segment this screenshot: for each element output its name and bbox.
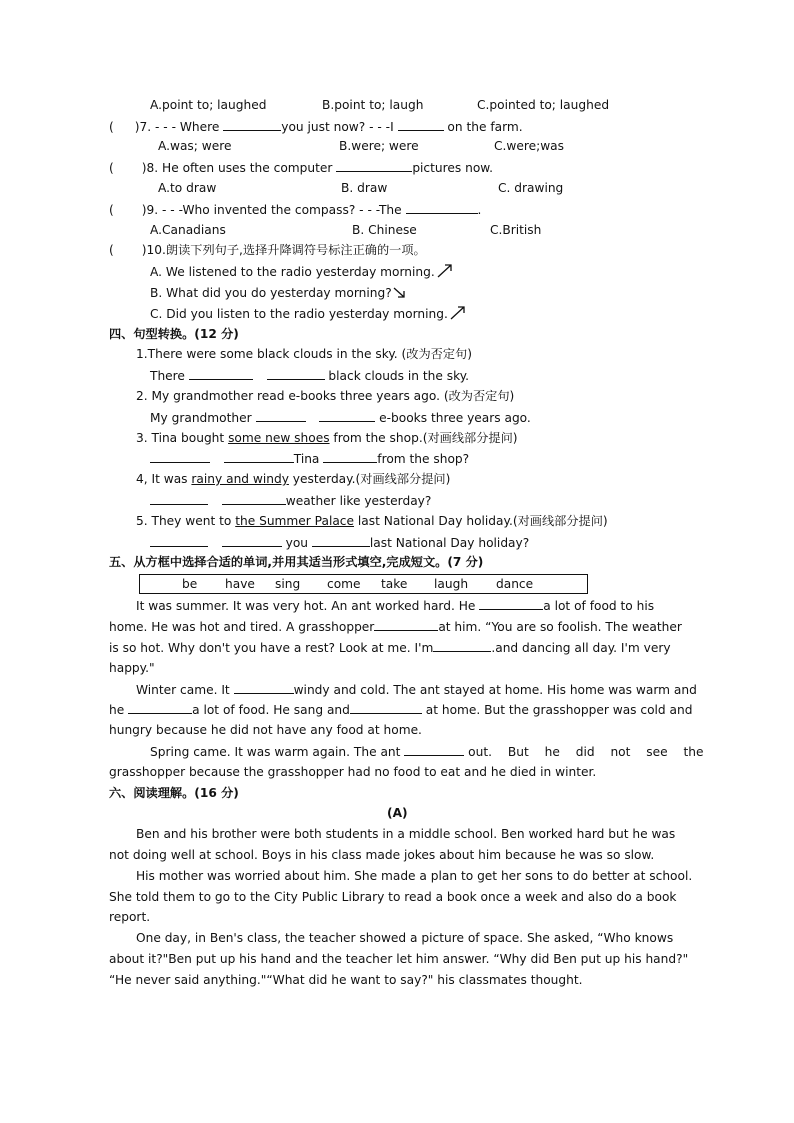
q9-text-end: . [477,203,482,217]
s4-answer-3 [150,450,469,467]
rising-arrow-icon [436,263,454,279]
cloze-text: at home. But the grasshopper was cold and [425,703,693,717]
section-6-title: 六、阅读理解。(16 分) [109,786,239,800]
q9-option-a: A.Canadians [150,223,226,237]
s4-question-4 [136,471,450,487]
s4-answer-5-blank-3[interactable] [312,534,370,547]
cloze-p1-line2 [109,618,682,635]
word-box-item: have [225,577,255,591]
s4-question-1: 1.There were some black clouds in the sky. (改为否定句) [136,347,472,361]
passage-a-label: (A) [387,806,408,820]
s4-answer-4-blank-1[interactable] [150,492,208,505]
passage-line: Ben and his brother were both students in a middle school. Ben worked hard but he was [136,827,676,841]
cloze-blank-6[interactable] [350,701,422,714]
word-box-item: dance [496,577,534,591]
q9-paren-open: ( [109,203,114,217]
q9-blank[interactable] [406,201,478,214]
s4-answer-1-blank-1[interactable] [189,367,253,380]
q10-question [109,242,426,258]
s4-answer-2-blank-1[interactable] [256,409,306,422]
s4-answer-1-blank-2[interactable] [267,367,325,380]
word-box-item: laugh [434,577,469,591]
s4-answer-2-start: My grandmother [150,411,252,425]
q8-text-start: 8. He often uses the computer [146,161,333,175]
s4-answer-5-blank-2[interactable] [222,534,282,547]
q10-paren-open: ( [109,243,114,257]
rising-arrow-icon [449,305,467,321]
cloze-text: Winter came. It [136,683,230,697]
q9-option-c: C.British [490,223,542,237]
q6-option-b: B.point to; laugh [322,98,424,112]
q8-question [109,159,493,176]
q7-blank-1[interactable] [223,118,281,131]
passage-line: His mother was worried about him. She made a plan to get her sons to do better at school. [136,869,693,883]
s4-answer-3-blank-3[interactable] [323,450,377,463]
cloze-blank-1[interactable] [479,597,543,610]
s4-answer-2 [150,409,531,426]
s4-answer-4 [150,492,431,509]
q8-text-end: pictures now. [412,161,494,175]
cloze-p3-line1 [150,743,704,760]
q7-text-end: on the farm. [447,120,523,134]
s4-answer-3-blank-1[interactable] [150,450,210,463]
cloze-text: a lot of food. He sang and [192,703,350,717]
s4-question-5-pre: 5. They went to [136,514,236,528]
passage-line: “He never said anything."“What did he want to say?" his classmates thought. [109,973,583,987]
q7-question [109,118,523,135]
cloze-text: windy and cold. The ant stayed at home. His home was warm and [293,683,697,697]
section-5-title: 五、从方框中选择合适的单词,并用其适当形式填空,完成短文。(7 分) [109,555,484,569]
cloze-text: Spring came. It was warm again. The ant [150,745,401,759]
word-box [139,574,588,594]
q7-text-mid: you just now? - - -I [281,120,394,134]
passage-line: One day, in Ben's class, the teacher showed a picture of space. She asked, “Who knows [136,931,674,945]
q7-paren-open: ( [109,120,114,134]
word-box-item: take [381,577,408,591]
s4-answer-1-start: There [150,369,185,383]
s4-question-3 [136,430,518,446]
q10-option-b [150,284,407,301]
q10-option-a [150,263,454,280]
cloze-p2-line2 [109,701,692,718]
q7-blank-2[interactable] [398,118,444,131]
s4-answer-5 [150,534,529,551]
s4-answer-5-mid: you [285,536,309,550]
q9-option-b: B. Chinese [352,223,417,237]
passage-line: report. [109,910,151,924]
section-4-title: 四、句型转换。(12 分) [109,327,239,341]
q7-text-start: 7. - - - Where [139,120,220,134]
q6-option-a: A.point to; laughed [150,98,267,112]
s4-answer-2-blank-2[interactable] [319,409,375,422]
s4-answer-4-end: weather like yesterday? [285,494,432,508]
falling-arrow-icon [393,284,407,300]
s4-answer-3-end: from the shop? [377,452,470,466]
cloze-blank-2[interactable] [374,618,438,631]
cloze-p1-line4: happy." [109,661,155,675]
word-box-item: sing [275,577,301,591]
q7-option-c: C.were;was [494,139,564,153]
cloze-blank-5[interactable] [128,701,192,714]
q8-paren-open: ( [109,161,114,175]
cloze-p1-line1 [136,597,654,614]
cloze-text: home. He was hot and tired. A grasshopper [109,620,375,634]
q10-option-a-text: A. We listened to the radio yesterday morning. [150,265,435,279]
s4-answer-2-end: e-books three years ago. [379,411,531,425]
cloze-text: .and dancing all day. I'm very [491,641,671,655]
s4-question-3-post: from the shop.(对画线部分提问) [329,431,518,445]
s4-answer-1 [150,367,469,384]
cloze-p1-line3 [109,639,671,656]
cloze-p2-line3: hungry because he did not have any food at home. [109,723,422,737]
cloze-blank-3[interactable] [433,639,491,652]
s4-answer-3-mid: Tina [293,452,320,466]
q10-option-b-text: B. What did you do yesterday morning? [150,286,392,300]
q7-option-b: B.were; were [339,139,419,153]
q8-option-a: A.to draw [158,181,217,195]
s4-answer-5-end: last National Day holiday? [369,536,530,550]
s4-question-4-pre: 4, It was [136,472,192,486]
q7-paren-close: ) [134,120,140,134]
s4-answer-3-blank-2[interactable] [224,450,294,463]
q10-option-c-text: C. Did you listen to the radio yesterday morning. [150,307,448,321]
cloze-blank-7[interactable] [404,743,464,756]
s4-question-5-post: last National Day holiday.(对画线部分提问) [354,514,608,528]
q8-paren-close: ) [141,161,147,175]
s4-question-4-post: yesterday.(对画线部分提问) [288,472,451,486]
passage-line: not doing well at school. Boys in his class made jokes about him because he was so slow. [109,848,655,862]
q9-paren-close: ) [141,203,147,217]
cloze-text: is so hot. Why don't you have a rest? Look at me. I'm [109,641,434,655]
cloze-text: at him. “You are so foolish. The weather [438,620,682,634]
s4-question-3-underlined: some new shoes [228,431,330,445]
q9-question [109,201,481,218]
cloze-text: a lot of food to his [543,599,655,613]
q10-text: 10.朗读下列句子,选择升降调符号标注正确的一项。 [146,243,426,257]
cloze-p2-line1 [136,681,697,698]
q7-option-a: A.was; were [158,139,232,153]
q8-blank[interactable] [336,159,412,172]
q10-option-c [150,305,467,322]
q10-paren-close: ) [141,243,147,257]
s4-question-2: 2. My grandmother read e-books three years ago. (改为否定句) [136,389,515,403]
s4-question-5 [136,513,608,529]
s4-answer-5-blank-1[interactable] [150,534,208,547]
s4-question-4-underlined: rainy and windy [191,472,289,486]
s4-answer-1-end: black clouds in the sky. [328,369,470,383]
s4-question-5-underlined: the Summer Palace [235,514,355,528]
word-box-item: come [327,577,361,591]
s4-question-3-pre: 3. Tina bought [136,431,229,445]
cloze-text: It was summer. It was very hot. An ant worked hard. He [136,599,476,613]
cloze-text: he [109,703,125,717]
s4-answer-4-blank-2[interactable] [222,492,286,505]
cloze-blank-4[interactable] [234,681,294,694]
word-box-item: be [182,577,198,591]
passage-line: She told them to go to the City Public Library to read a book once a week and also do a book [109,890,677,904]
cloze-text: out. But he did not see the [468,745,704,759]
q8-option-c: C. drawing [498,181,564,195]
passage-line: about it?"Ben put up his hand and the teacher let him answer. “Why did Ben put up his hand?" [109,952,689,966]
cloze-p3-line2: grasshopper because the grasshopper had no food to eat and he died in winter. [109,765,597,779]
q6-option-c: C.pointed to; laughed [477,98,610,112]
q8-option-b: B. draw [341,181,388,195]
q9-text-start: 9. - - -Who invented the compass? - - -The [146,203,402,217]
